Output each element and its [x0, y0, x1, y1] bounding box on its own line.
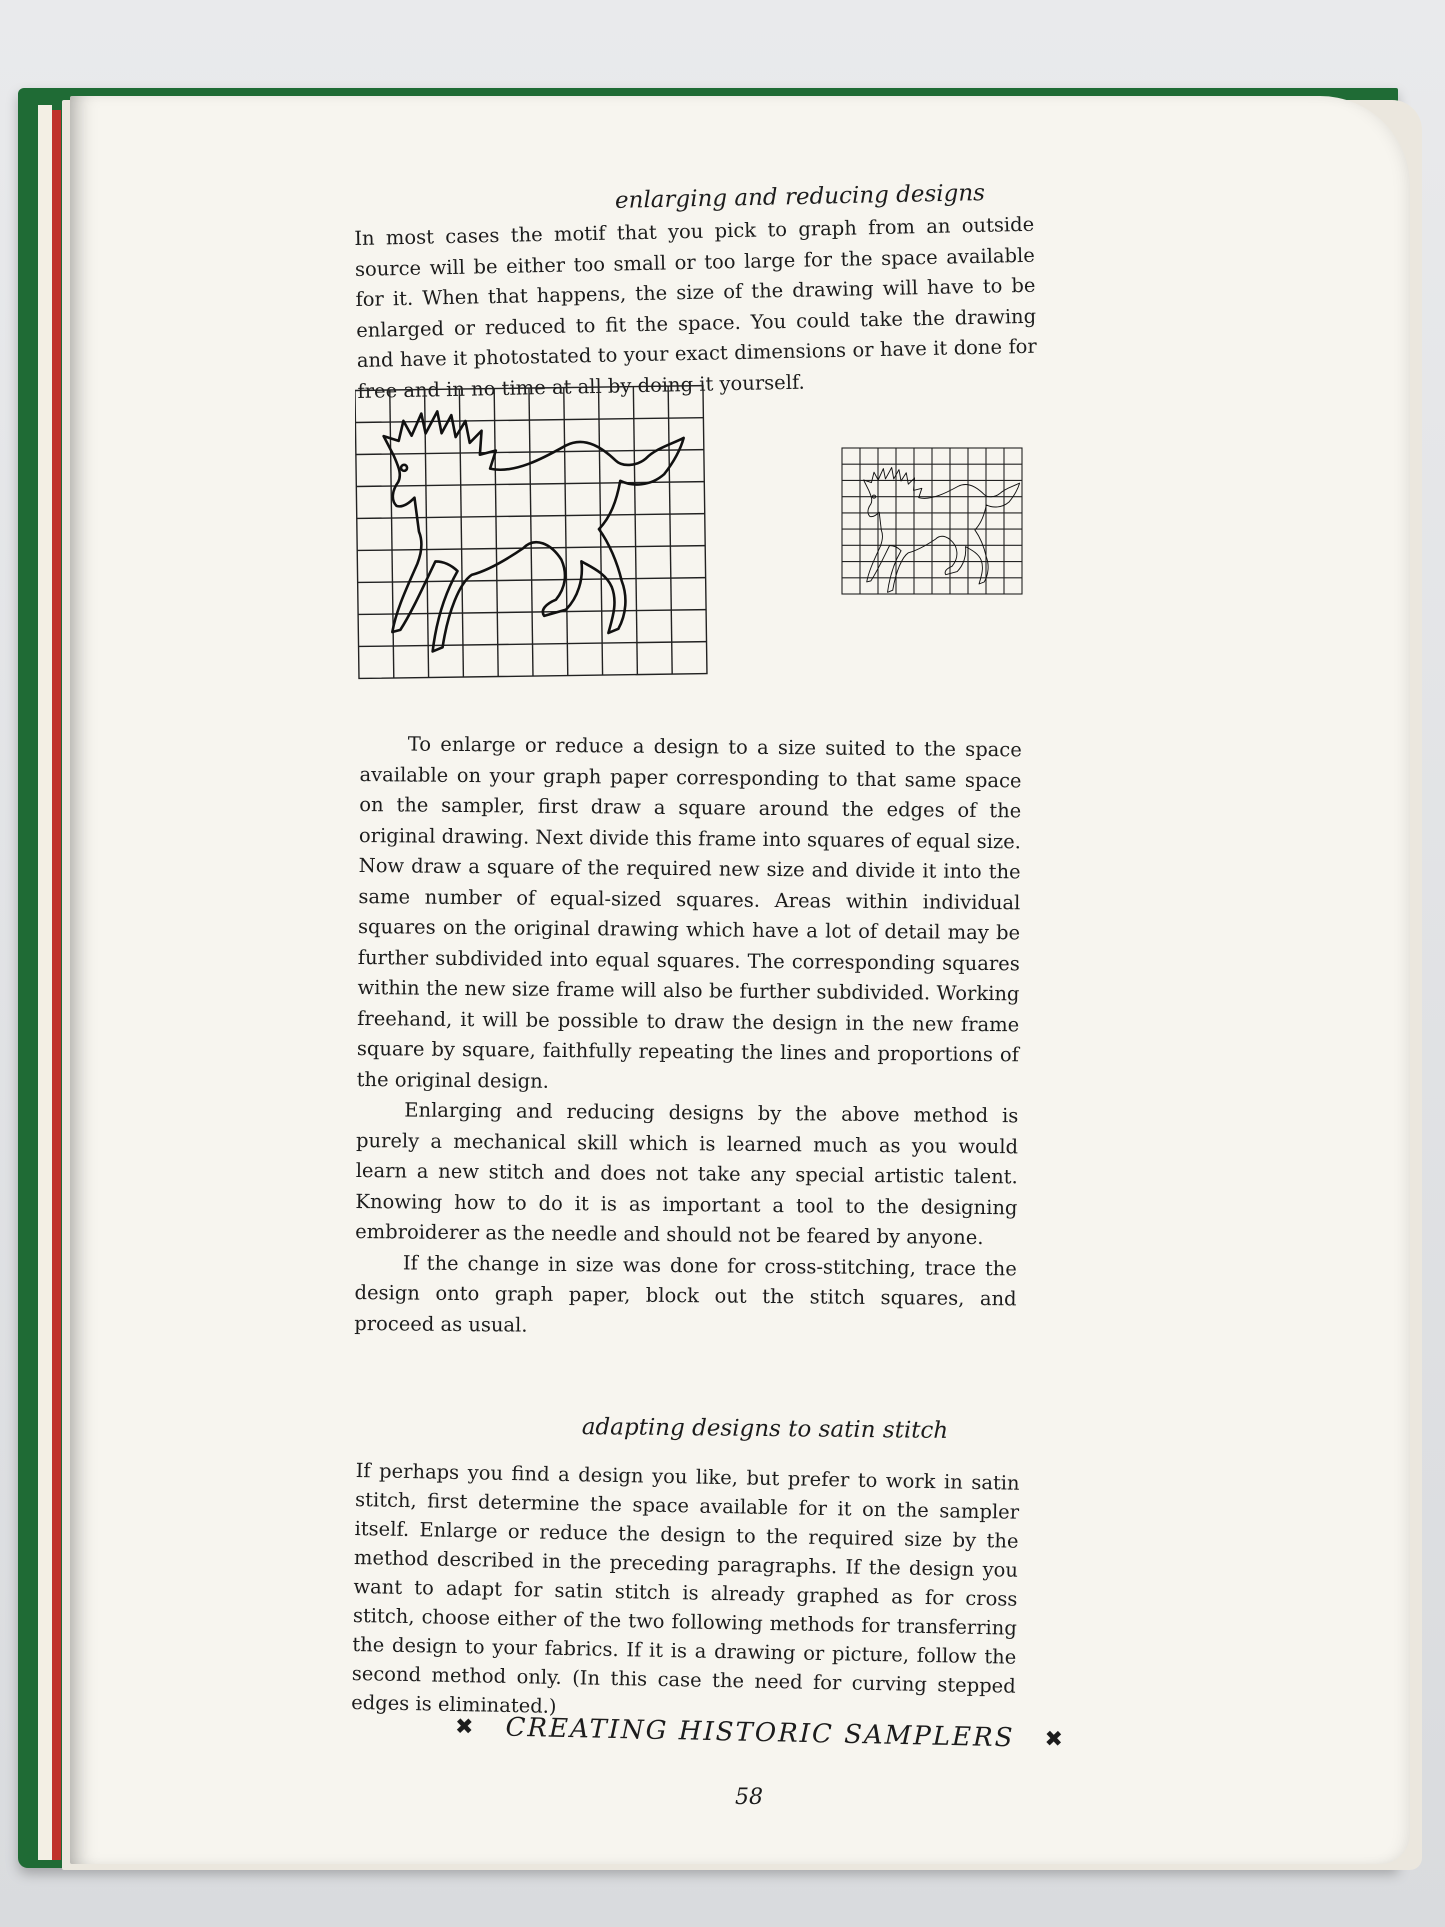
paragraph: If the change in size was done for cross-stitching, trace the design onto graph paper, block out the stitch squares, and proceed as usual. [354, 1250, 1017, 1337]
grid-line [633, 387, 637, 675]
grid-line [564, 388, 568, 676]
paragraph: In most cases the motif that you pick to graph from an outside source will be either too small or too large for the space available for it. When that happens, the size of the drawing will have to be enlarged or reduced to fit the space. You could take the drawing and have it photostated to your exact dimensions or have it done for free and in no time at all by doing it yourself. [354, 212, 1037, 403]
small-grid-figure [840, 446, 1040, 606]
large-grid-figure [355, 384, 715, 684]
spine-stripe-red [52, 110, 61, 1860]
grid-line [390, 390, 394, 678]
book-title: CREATING HISTORIC SAMPLERS [505, 1712, 1015, 1754]
satin-paragraph-block [351, 1456, 1020, 1730]
section-heading-satin-stitch: adapting designs to satin stitch [581, 1414, 949, 1444]
grid-line [494, 389, 498, 677]
grid-line [529, 388, 533, 676]
section-heading-enlarging: enlarging and reducing designs [614, 180, 986, 214]
paragraph: If perhaps you find a design you like, but prefer to work in satin stitch, first determine the space available for it on the sampler itself. Enlarge or reduce the design to the required size by the method described in the preceding paragraphs. If the design you want to adapt for satin stitch is already graphed as for cross stitch, choose either of the two following methods for transferring the design to your fabrics. If it is a drawing or picture, follow the second method only. (In this case the need for curving stepped edges is eliminated.) [351, 1458, 1020, 1718]
intro-paragraph-block [354, 210, 1038, 407]
cross-stitch-ornament-icon: ✖ [1044, 1726, 1066, 1752]
page-number: 58 [735, 1785, 763, 1810]
paragraph: Enlarging and reducing designs by the above method is purely a mechanical skill which is learned much as you would learn a new stitch and does not take any special artistic talent. Knowing how to do it is as important a tool to the designing embroiderer as the needle and should not be feared by anyone. [355, 1098, 1019, 1250]
horse-drawing-icon [383, 408, 686, 652]
horse-drawing-icon [864, 468, 1020, 593]
paragraph: To enlarge or reduce a design to a size suited to the space available on your graph paper corresponding to that same space on the sampler, first draw a square around the edges of the original drawing. Next divide this frame into squares of equal size. Now draw a square of the required new size and divide it into the same number of equal-sized squares. Areas within individual squares on the original drawing which have a lot of detail may be further subdivided into equal squares. The corresponding squares within the new size frame will also be further subdivided. Working freehand, it will be possible to draw the design in the new frame square by square, faithfully repeating the lines and proportions of the original design. [356, 732, 1022, 1093]
book-page [70, 96, 1410, 1864]
spine-stripe-white [38, 105, 52, 1860]
cross-stitch-ornament-icon: ✖ [454, 1714, 476, 1740]
grid-line [668, 386, 672, 674]
method-paragraph-block [354, 729, 1022, 1345]
